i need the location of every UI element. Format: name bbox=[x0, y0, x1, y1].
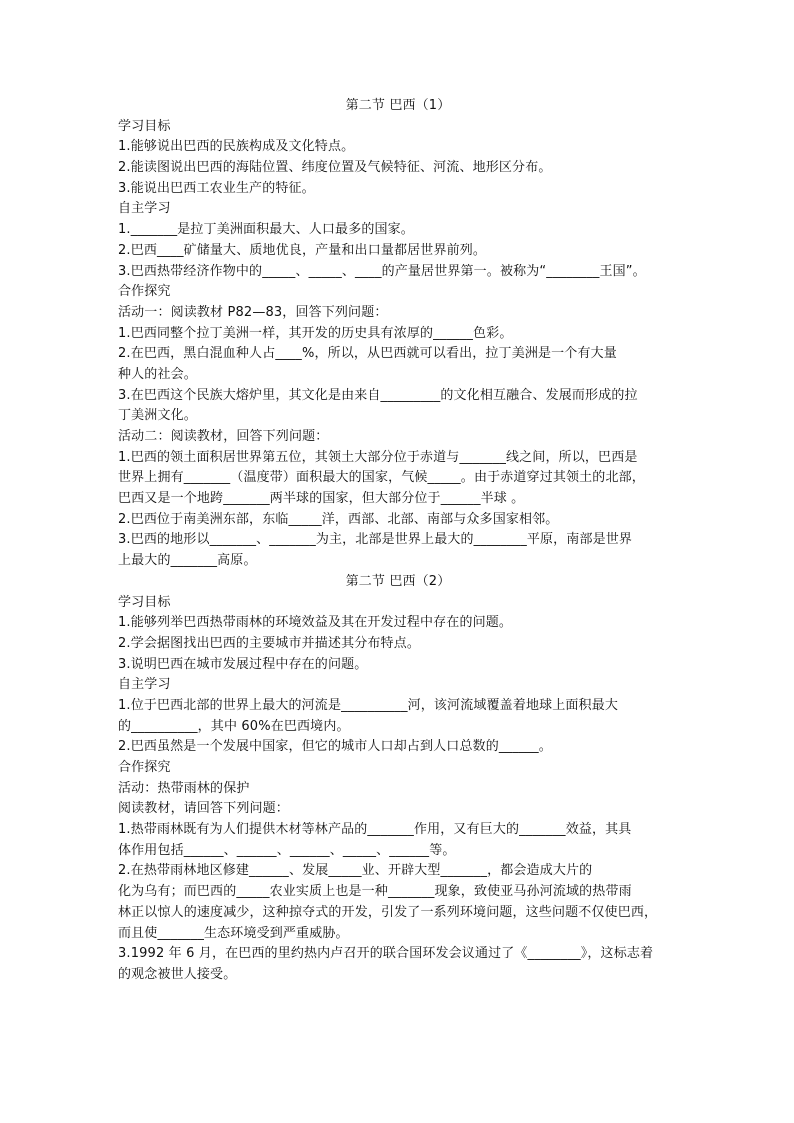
lesson2-line: 体作用包括______、______、______、_____、______等。 bbox=[118, 842, 456, 858]
lesson2-line: 而且使_______生态环境受到严重威胁。 bbox=[118, 925, 349, 941]
lesson1-line: 1.能够说出巴西的民族构成及文化特点。 bbox=[118, 139, 355, 155]
lesson2-line: 1.位于巴西北部的世界上最大的河流是__________河，该河流域覆盖着地球上面积最大 bbox=[118, 697, 619, 713]
lesson1-line: 学习目标 bbox=[118, 118, 171, 134]
lesson2-content bbox=[118, 593, 678, 986]
lesson2-line: 1.能够列举巴西热带雨林的环境效益及其在开发过程中存在的问题。 bbox=[118, 615, 513, 631]
lesson1-line: 自主学习 bbox=[118, 201, 171, 217]
lesson1-line: 2.能读图说出巴西的海陆位置、纬度位置及气候特征、河流、地形区分布。 bbox=[118, 160, 552, 176]
lesson2-line: 学习目标 bbox=[118, 594, 171, 610]
lesson1-line: 3.巴西的地形以_______、_______为主，北部是世界上最大的________平原，南部是世界 bbox=[118, 532, 633, 548]
lesson2-title: 第二节 巴西（2） bbox=[345, 573, 451, 589]
lesson2-line: 自主学习 bbox=[118, 677, 171, 693]
lesson1-line: 2.巴西____矿储量大、质地优良，产量和出口量都居世界前列。 bbox=[118, 242, 487, 258]
lesson1-line: 上最大的_______高原。 bbox=[118, 553, 257, 569]
lesson2-line: 林正以惊人的速度减少，这种掠夺式的开发，引发了一系列环境问题，这些问题不仅使巴西， bbox=[118, 904, 658, 920]
lesson1-line: 丁美洲文化。 bbox=[118, 408, 197, 424]
lesson2-line: 阅读教材，请回答下列问题： bbox=[118, 801, 289, 817]
lesson1-line: 2.巴西位于南美洲东部，东临_____洋，西部、北部、南部与众多国家相邻。 bbox=[118, 511, 559, 527]
lesson1-line: 3.巴西热带经济作物中的_____、_____、____的产量居世界第一。被称为“________王国”。 bbox=[118, 263, 646, 279]
lesson1-line: 合作探究 bbox=[118, 284, 171, 300]
lesson1-line: 3.在巴西这个民族大熔炉里，其文化是由来自_________的文化相互融合、发展而形成的拉 bbox=[118, 387, 638, 403]
lesson2-line: 2.学会据图找出巴西的主要城市并描述其分布特点。 bbox=[118, 635, 421, 651]
lesson1-line: 巴西又是一个地跨_______两半球的国家，但大部分位于______半球 。 bbox=[118, 491, 525, 507]
lesson1-line: 1._______是拉丁美洲面积最大、人口最多的国家。 bbox=[118, 222, 414, 238]
lesson2-line: 2.巴西虽然是一个发展中国家，但它的城市人口却占到人口总数的______。 bbox=[118, 739, 552, 755]
lesson1-title: 第二节 巴西（1） bbox=[345, 98, 451, 113]
lesson2-line: 的观念被世人接受。 bbox=[118, 966, 237, 982]
lesson1-line: 1.巴西的领土面积居世界第五位，其领土大部分位于赤道与_______线之间，所以，巴西是 bbox=[118, 449, 638, 465]
lesson2-line: 1.热带雨林既有为人们提供木材等林产品的_______作用，又有巨大的_______效益，其具 bbox=[118, 822, 632, 838]
lesson2-line: 化为乌有；而巴西的_____农业实质上也是一种_______现象，致使亚马孙河流域的热带雨 bbox=[118, 884, 632, 900]
lesson2-line: 3.1992 年 6 月，在巴西的里约热内卢召开的联合国环发会议通过了《________》，这标志着 bbox=[118, 946, 654, 962]
lesson2-line: 活动：热带雨林的保护 bbox=[118, 780, 250, 796]
lesson2-line: 的__________，其中 60%在巴西境内。 bbox=[118, 718, 350, 734]
lesson2-line: 3.说明巴西在城市发展过程中存在的问题。 bbox=[118, 656, 368, 672]
lesson2-line: 合作探究 bbox=[118, 760, 171, 775]
lesson1-content bbox=[118, 117, 678, 572]
worksheet-body bbox=[118, 96, 678, 986]
lesson2-line: 2.在热带雨林地区修建______、发展_____业、开辟大型_______，都会造成大片的 bbox=[118, 863, 593, 879]
lesson1-line: 世界上拥有_______（温度带）面积最大的国家，气候_____。由于赤道穿过其领土的北部， bbox=[118, 470, 645, 486]
lesson1-line: 活动一：阅读教材 P82—83，回答下列问题： bbox=[118, 304, 388, 320]
lesson1-line: 种人的社会。 bbox=[118, 366, 197, 382]
lesson1-line: 2.在巴西，黑白混血种人占____%，所以，从巴西就可以看出，拉丁美洲是一个有大量 bbox=[118, 346, 617, 362]
lesson1-line: 活动二：阅读教材，回答下列问题： bbox=[118, 429, 329, 444]
lesson1-line: 1.巴西同整个拉丁美洲一样，其开发的历史具有浓厚的______色彩。 bbox=[118, 325, 513, 341]
lesson1-line: 3.能说出巴西工农业生产的特征。 bbox=[118, 180, 315, 196]
